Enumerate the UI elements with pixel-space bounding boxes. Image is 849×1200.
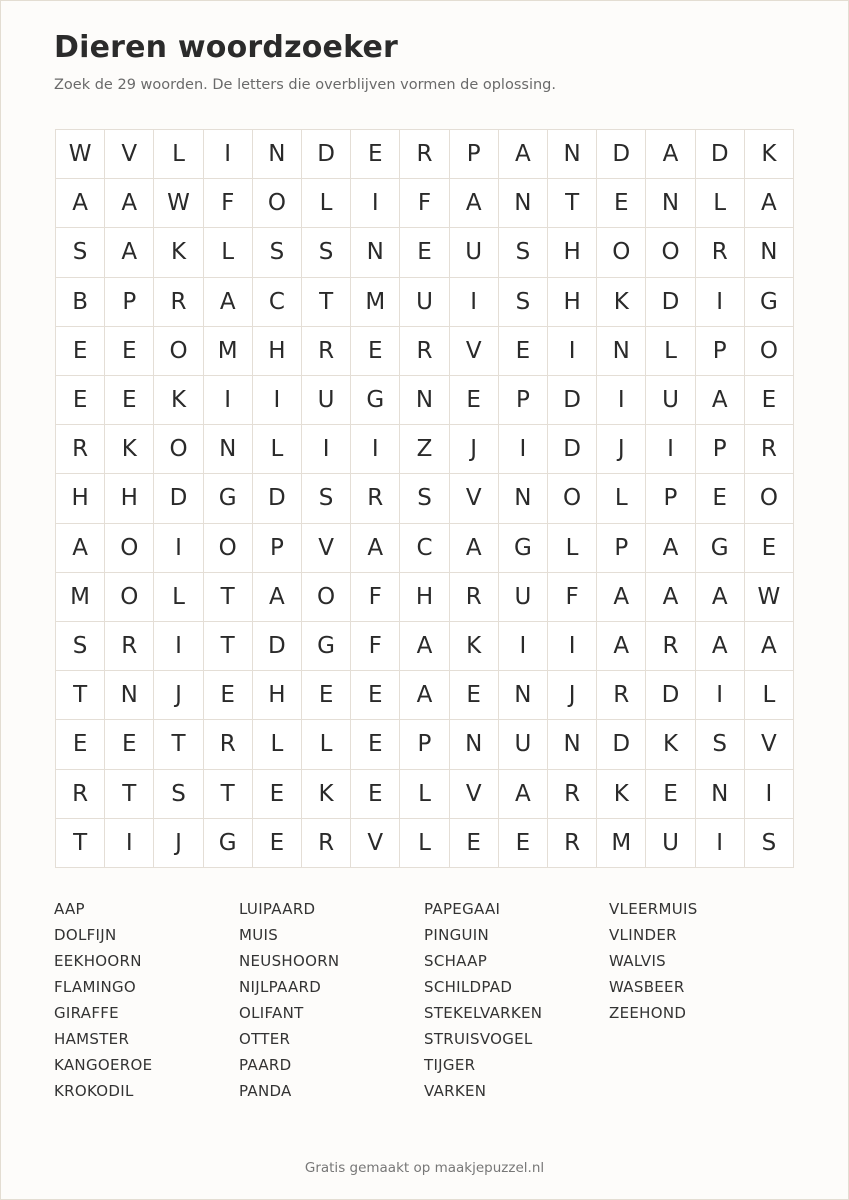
grid-cell[interactable]: I [745,770,794,819]
grid-cell[interactable]: E [302,671,351,720]
grid-cell[interactable]: A [450,179,499,228]
grid-cell[interactable]: A [646,130,695,179]
page-title: Dieren woordzoeker [54,30,398,65]
grid-cell[interactable]: I [253,376,302,425]
grid-cell[interactable]: N [204,425,253,474]
grid-cell[interactable]: R [400,130,449,179]
footer-credit: Gratis gemaakt op maakjepuzzel.nl [304,1160,545,1176]
word-list-item: NEUSHOORN [239,952,340,970]
grid-cell[interactable]: L [302,179,351,228]
grid-cell[interactable]: S [302,228,351,277]
grid-cell[interactable]: K [646,720,695,769]
word-list-item: NIJLPAARD [239,978,322,996]
grid-cell[interactable]: R [745,425,794,474]
grid-cell[interactable]: R [105,622,154,671]
word-list-item: PANDA [239,1082,292,1100]
word-list-item: SCHAAP [424,952,488,970]
grid-cell[interactable]: E [745,376,794,425]
grid-cell[interactable]: T [204,573,253,622]
grid-cell[interactable]: A [450,524,499,573]
grid-cell[interactable]: N [400,376,449,425]
grid-cell[interactable]: F [400,179,449,228]
grid-cell[interactable]: E [204,671,253,720]
grid-cell[interactable]: A [56,524,105,573]
grid-cell[interactable]: H [548,228,597,277]
grid-cell[interactable]: I [696,671,745,720]
word-list-item: FLAMINGO [54,978,137,996]
grid-cell[interactable]: N [450,720,499,769]
grid-cell[interactable]: H [105,474,154,523]
grid-cell[interactable]: F [548,573,597,622]
grid-cell[interactable]: P [499,376,548,425]
word-list-item: OTTER [239,1030,291,1048]
grid-cell[interactable]: L [154,130,203,179]
grid-cell[interactable]: I [204,130,253,179]
grid-cell[interactable]: I [302,425,351,474]
grid-cell[interactable]: W [56,130,105,179]
grid-cell[interactable]: I [597,376,646,425]
grid-cell[interactable]: E [351,671,400,720]
word-list-item: EEKHOORN [54,952,142,970]
word-list-item: WASBEER [609,978,685,996]
grid-cell[interactable]: R [154,278,203,327]
grid-cell[interactable]: I [548,327,597,376]
grid-cell[interactable]: R [302,327,351,376]
grid-cell[interactable]: R [548,819,597,868]
grid-cell[interactable]: E [499,327,548,376]
grid-cell[interactable]: A [351,524,400,573]
grid-cell[interactable]: L [154,573,203,622]
grid-cell[interactable]: U [499,720,548,769]
grid-cell[interactable]: E [253,770,302,819]
grid-cell[interactable]: M [56,573,105,622]
grid-cell[interactable]: T [548,179,597,228]
grid-cell[interactable]: F [204,179,253,228]
grid-cell[interactable]: F [351,573,400,622]
grid-cell[interactable]: N [646,179,695,228]
grid-cell[interactable]: I [105,819,154,868]
grid-cell[interactable]: D [253,622,302,671]
grid-cell[interactable]: N [696,770,745,819]
grid-cell[interactable]: E [56,376,105,425]
grid-cell[interactable]: M [351,278,400,327]
grid-cell[interactable]: I [351,425,400,474]
grid-cell[interactable]: N [548,720,597,769]
grid-cell[interactable]: D [696,130,745,179]
grid-cell[interactable]: V [450,327,499,376]
grid-cell[interactable]: N [351,228,400,277]
grid-cell[interactable]: K [154,228,203,277]
grid-cell[interactable]: A [105,179,154,228]
grid-cell[interactable]: L [646,327,695,376]
word-list-item: VLEERMUIS [609,900,698,918]
grid-cell[interactable]: A [499,770,548,819]
grid-cell[interactable]: E [56,720,105,769]
grid-cell[interactable]: K [302,770,351,819]
word-list-item: STEKELVARKEN [424,1004,543,1022]
grid-cell[interactable]: D [253,474,302,523]
grid-cell[interactable]: W [745,573,794,622]
grid-cell[interactable]: O [154,425,203,474]
grid-cell[interactable]: S [56,622,105,671]
grid-cell[interactable]: S [499,228,548,277]
grid-cell[interactable]: L [696,179,745,228]
grid-cell[interactable]: G [302,622,351,671]
grid-cell[interactable]: H [56,474,105,523]
grid-cell[interactable]: A [696,376,745,425]
grid-cell[interactable]: G [696,524,745,573]
word-list-item: STRUISVOGEL [424,1030,533,1048]
grid-cell[interactable]: T [302,278,351,327]
word-list-item: PAPEGAAI [424,900,501,918]
grid-cell[interactable]: I [351,179,400,228]
grid-cell[interactable]: F [351,622,400,671]
grid-cell[interactable]: R [696,228,745,277]
grid-cell[interactable]: M [204,327,253,376]
grid-cell[interactable]: K [450,622,499,671]
grid-cell[interactable]: A [745,179,794,228]
grid-cell[interactable]: L [253,720,302,769]
grid-cell[interactable]: H [253,671,302,720]
grid-cell[interactable]: A [597,573,646,622]
grid-cell[interactable]: R [597,671,646,720]
page-subtitle: Zoek de 29 woorden. De letters die overblijven vormen de oplossing. [54,77,556,93]
grid-cell[interactable]: E [450,376,499,425]
grid-cell[interactable]: E [351,720,400,769]
grid-cell[interactable]: L [400,819,449,868]
grid-cell[interactable]: R [302,819,351,868]
grid-cell[interactable]: V [450,474,499,523]
grid-cell[interactable]: C [253,278,302,327]
grid-cell[interactable]: R [56,770,105,819]
word-list-item: KANGOEROE [54,1056,153,1074]
grid-cell[interactable]: B [56,278,105,327]
word-column [609,896,794,1104]
word-list [54,896,794,1104]
word-list-item: PINGUIN [424,926,490,944]
grid-cell[interactable]: E [105,376,154,425]
word-column [54,896,239,1104]
grid-cell[interactable]: W [154,179,203,228]
grid-cell[interactable]: R [450,573,499,622]
word-list-item: VLINDER [609,926,677,944]
grid-cell[interactable]: U [302,376,351,425]
grid-cell[interactable]: D [154,474,203,523]
grid-cell[interactable]: T [56,671,105,720]
grid-cell[interactable]: D [597,130,646,179]
word-list-item: KROKODIL [54,1082,134,1100]
grid-cell[interactable]: I [450,278,499,327]
grid-cell[interactable]: P [450,130,499,179]
grid-cell[interactable]: O [745,327,794,376]
word-search-grid [55,129,794,868]
grid-cell[interactable]: R [204,720,253,769]
grid-cell[interactable]: O [646,228,695,277]
word-list-item: MUIS [239,926,279,944]
grid-cell[interactable]: P [253,524,302,573]
grid-cell[interactable]: M [597,819,646,868]
grid-cell[interactable]: V [450,770,499,819]
grid-cell[interactable]: O [597,228,646,277]
grid-cell[interactable]: O [253,179,302,228]
word-list-item: WALVIS [609,952,666,970]
grid-cell[interactable]: E [351,327,400,376]
word-list-item: HAMSTER [54,1030,130,1048]
grid-cell[interactable]: J [450,425,499,474]
grid-cell[interactable]: N [499,671,548,720]
grid-cell[interactable]: J [154,671,203,720]
grid-cell[interactable]: K [745,130,794,179]
grid-cell[interactable]: D [597,720,646,769]
grid-cell[interactable]: O [105,524,154,573]
grid-cell[interactable]: T [204,770,253,819]
grid-cell[interactable]: L [745,671,794,720]
grid-cell[interactable]: E [745,524,794,573]
grid-cell[interactable]: I [696,278,745,327]
grid-cell[interactable]: D [646,278,695,327]
grid-cell[interactable]: E [450,819,499,868]
word-list-item: DOLFIJN [54,926,117,944]
grid-cell[interactable]: N [548,130,597,179]
grid-cell[interactable]: E [400,228,449,277]
grid-cell[interactable]: T [154,720,203,769]
grid-cell[interactable]: H [253,327,302,376]
word-list-item: SCHILDPAD [424,978,513,996]
grid-cell[interactable]: A [597,622,646,671]
grid-cell[interactable]: E [696,474,745,523]
grid-cell[interactable]: A [105,228,154,277]
grid-cell[interactable]: T [204,622,253,671]
grid-cell[interactable]: V [105,130,154,179]
grid-cell[interactable]: K [597,278,646,327]
grid-cell[interactable]: K [105,425,154,474]
grid-cell[interactable]: E [253,819,302,868]
grid-cell[interactable]: P [105,278,154,327]
grid-cell[interactable]: E [351,130,400,179]
grid-cell[interactable]: L [597,474,646,523]
grid-cell[interactable]: E [105,720,154,769]
grid-cell[interactable]: S [253,228,302,277]
grid-cell[interactable]: V [351,819,400,868]
grid-cell[interactable]: O [105,573,154,622]
grid-cell[interactable]: L [548,524,597,573]
grid-cell[interactable]: N [105,671,154,720]
grid-cell[interactable]: I [499,622,548,671]
grid-cell[interactable]: I [154,524,203,573]
grid-cell[interactable]: G [745,278,794,327]
grid-cell[interactable]: S [400,474,449,523]
grid-cell[interactable]: Z [400,425,449,474]
grid-cell[interactable]: E [105,327,154,376]
grid-cell[interactable]: V [302,524,351,573]
grid-cell[interactable]: P [696,425,745,474]
grid-cell[interactable]: R [400,327,449,376]
grid-cell[interactable]: P [400,720,449,769]
grid-cell[interactable]: I [154,622,203,671]
grid-cell[interactable]: A [253,573,302,622]
grid-cell[interactable]: R [351,474,400,523]
grid-cell[interactable]: O [154,327,203,376]
grid-cell[interactable]: U [646,819,695,868]
word-column [424,896,609,1104]
grid-cell[interactable]: A [745,622,794,671]
grid-cell[interactable]: L [253,425,302,474]
grid-cell[interactable]: A [696,573,745,622]
grid-cell[interactable]: S [154,770,203,819]
grid-cell[interactable]: J [548,671,597,720]
grid-cell[interactable]: E [450,671,499,720]
grid-cell[interactable]: O [548,474,597,523]
grid-cell[interactable]: D [646,671,695,720]
grid-cell[interactable]: H [400,573,449,622]
grid-cell[interactable]: D [302,130,351,179]
grid-cell[interactable]: N [253,130,302,179]
grid-cell[interactable]: R [646,622,695,671]
grid-cell[interactable]: I [548,622,597,671]
grid-cell[interactable]: A [204,278,253,327]
grid-cell[interactable]: S [302,474,351,523]
grid-cell[interactable]: A [56,179,105,228]
grid-cell[interactable]: S [696,720,745,769]
grid-cell[interactable]: L [400,770,449,819]
grid-cell[interactable]: R [56,425,105,474]
grid-cell[interactable]: S [499,278,548,327]
grid-cell[interactable]: T [105,770,154,819]
grid-cell[interactable]: I [204,376,253,425]
grid-cell[interactable]: N [499,179,548,228]
grid-cell[interactable]: E [597,179,646,228]
grid-cell[interactable]: N [499,474,548,523]
grid-cell[interactable]: E [646,770,695,819]
grid-cell[interactable]: A [400,671,449,720]
grid-cell[interactable]: I [696,819,745,868]
word-list-item: VARKEN [424,1082,487,1100]
grid-cell[interactable]: U [450,228,499,277]
grid-cell[interactable]: E [351,770,400,819]
grid-cell[interactable]: J [154,819,203,868]
grid-cell[interactable]: A [499,130,548,179]
grid-cell[interactable]: A [646,573,695,622]
grid-cell[interactable]: P [646,474,695,523]
grid-cell[interactable]: N [745,228,794,277]
word-list-item: TIJGER [424,1056,476,1074]
grid-cell[interactable]: G [204,819,253,868]
grid-cell[interactable]: J [597,425,646,474]
word-list-item: ZEEHOND [609,1004,687,1022]
grid-cell[interactable]: S [745,819,794,868]
grid-cell[interactable]: G [499,524,548,573]
grid-cell[interactable]: G [204,474,253,523]
grid-cell[interactable]: S [56,228,105,277]
grid-cell[interactable]: N [597,327,646,376]
word-list-item: OLIFANT [239,1004,304,1022]
grid-cell[interactable]: R [548,770,597,819]
grid-cell[interactable]: D [548,425,597,474]
grid-cell[interactable]: P [597,524,646,573]
grid-cell[interactable]: U [499,573,548,622]
grid-cell[interactable]: G [351,376,400,425]
grid-cell[interactable]: U [646,376,695,425]
grid-cell[interactable]: V [745,720,794,769]
word-list-item: AAP [54,900,85,918]
word-list-item: GIRAFFE [54,1004,119,1022]
grid-cell[interactable]: K [154,376,203,425]
grid-cell[interactable]: L [204,228,253,277]
word-list-item: LUIPAARD [239,900,316,918]
grid-cell[interactable]: O [302,573,351,622]
grid-cell[interactable]: A [646,524,695,573]
grid-cell[interactable]: K [597,770,646,819]
grid-cell[interactable]: U [400,278,449,327]
word-list-item: PAARD [239,1056,292,1074]
grid-cell[interactable]: A [400,622,449,671]
grid-cell[interactable]: H [548,278,597,327]
grid-cell[interactable]: C [400,524,449,573]
grid-cell[interactable]: T [56,819,105,868]
grid-cell[interactable]: E [499,819,548,868]
grid-cell[interactable]: O [204,524,253,573]
grid-cell[interactable]: A [696,622,745,671]
grid-cell[interactable]: E [56,327,105,376]
word-column [239,896,424,1104]
grid-cell[interactable]: D [548,376,597,425]
grid-cell[interactable]: P [696,327,745,376]
grid-cell[interactable]: I [646,425,695,474]
grid-cell[interactable]: I [499,425,548,474]
grid-cell[interactable]: O [745,474,794,523]
grid-cell[interactable]: L [302,720,351,769]
